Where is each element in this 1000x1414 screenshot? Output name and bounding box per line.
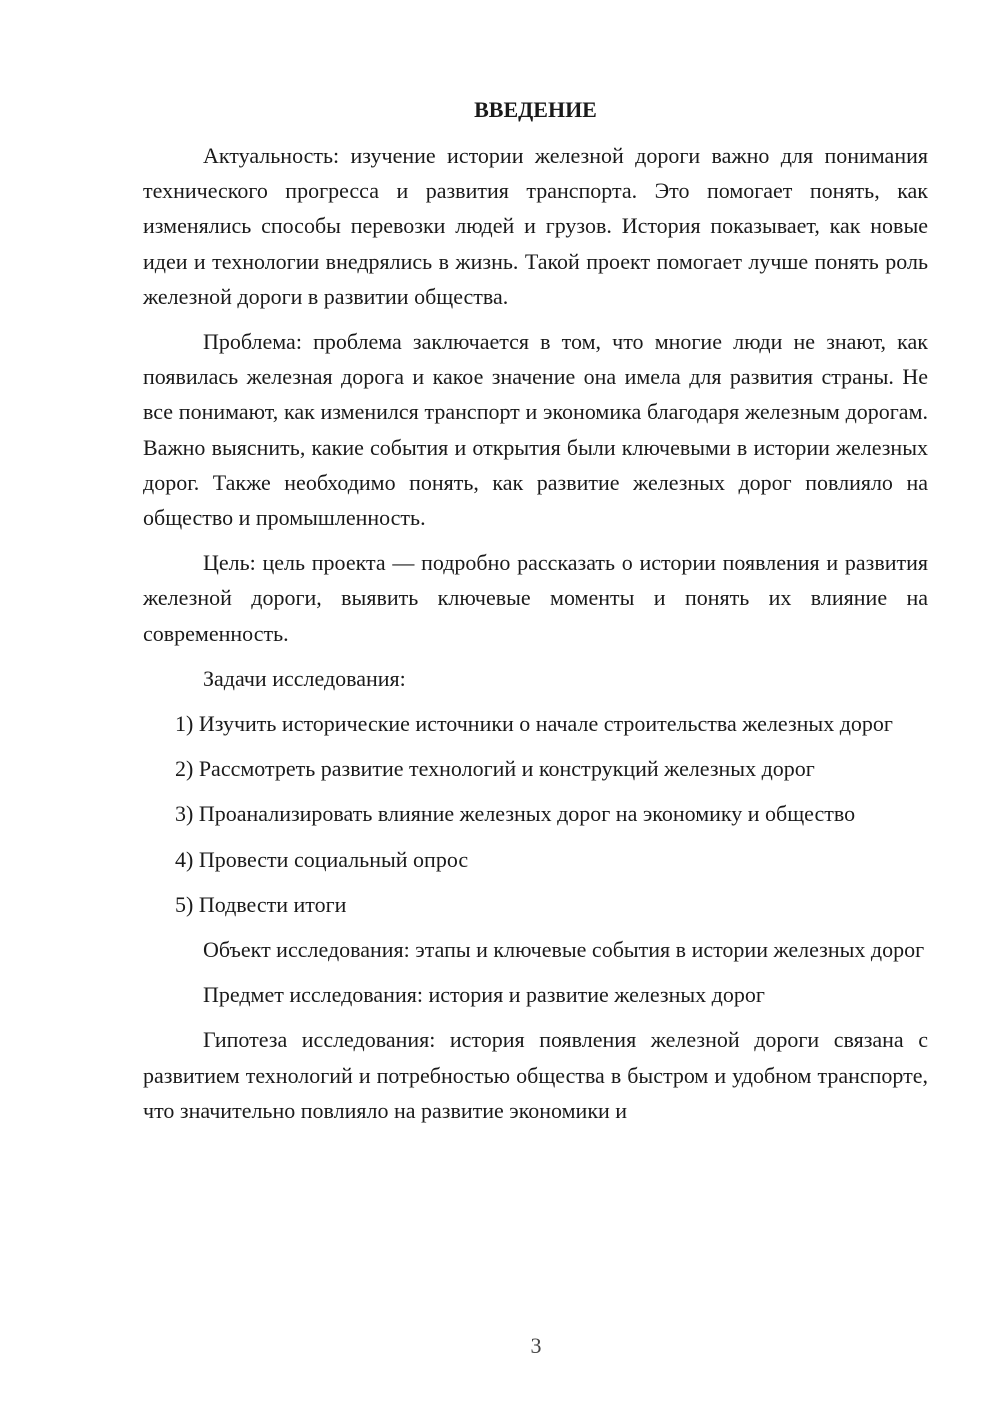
paragraph-subject: Предмет исследования: история и развитие железных дорог [203,982,765,1008]
section-title: ВВЕДЕНИЕ [474,97,597,122]
task-item-5: 5) Подвести итоги [175,891,347,917]
paragraph-object: Объект исследования: этапы и ключевые события в истории железных дорог [203,937,925,963]
task-item-4: 4) Провести социальный опрос [175,846,469,872]
page-number: 3 [530,1333,542,1358]
paragraph-problem: Проблема: проблема заключается в том, что многие люди не знают, как появилась железная дорога и какое значение она имела для развития страны. Не все понимают, как изменился транспорт и экономика благодаря железным дорогам. Важно выяснить, какие события и открытия были ключевыми в истории железных дорог. Также необходимо понять, как развитие железных дорог повлияло на общество и промышленность. [143,329,928,531]
task-item-2: 2) Рассмотреть развитие технологий и конструкций железных дорог [175,756,815,782]
task-item-3: 3) Проанализировать влияние железных дорог на экономику и общество [175,801,856,827]
task-item-1: 1) Изучить исторические источники о начале строительства железных дорог [175,711,893,737]
document-page [143,92,928,1138]
paragraph-goal: Цель: цель проекта — подробно рассказать о истории появления и развития железной дороги, выявить ключевые моменты и понять их влияние на современность. [143,550,928,646]
paragraph-hypothesis: Гипотеза исследования: история появления железной дороги связана с развитием технологий и потребностью общества в быстром и удобном транспорте, что значительно повлияло на развитие экономики и [143,1027,928,1123]
paragraph-relevance: Актуальность: изучение истории железной дороги важно для понимания технического прогресса и развития транспорта. Это помогает понять, как изменялись способы перевозки людей и грузов. История показывает, как новые идеи и технологии внедрялись в жизнь. Такой проект помогает лучше понять роль железной дороги в развитии общества. [143,143,928,309]
paragraph-tasks-heading: Задачи исследования: [203,665,406,691]
